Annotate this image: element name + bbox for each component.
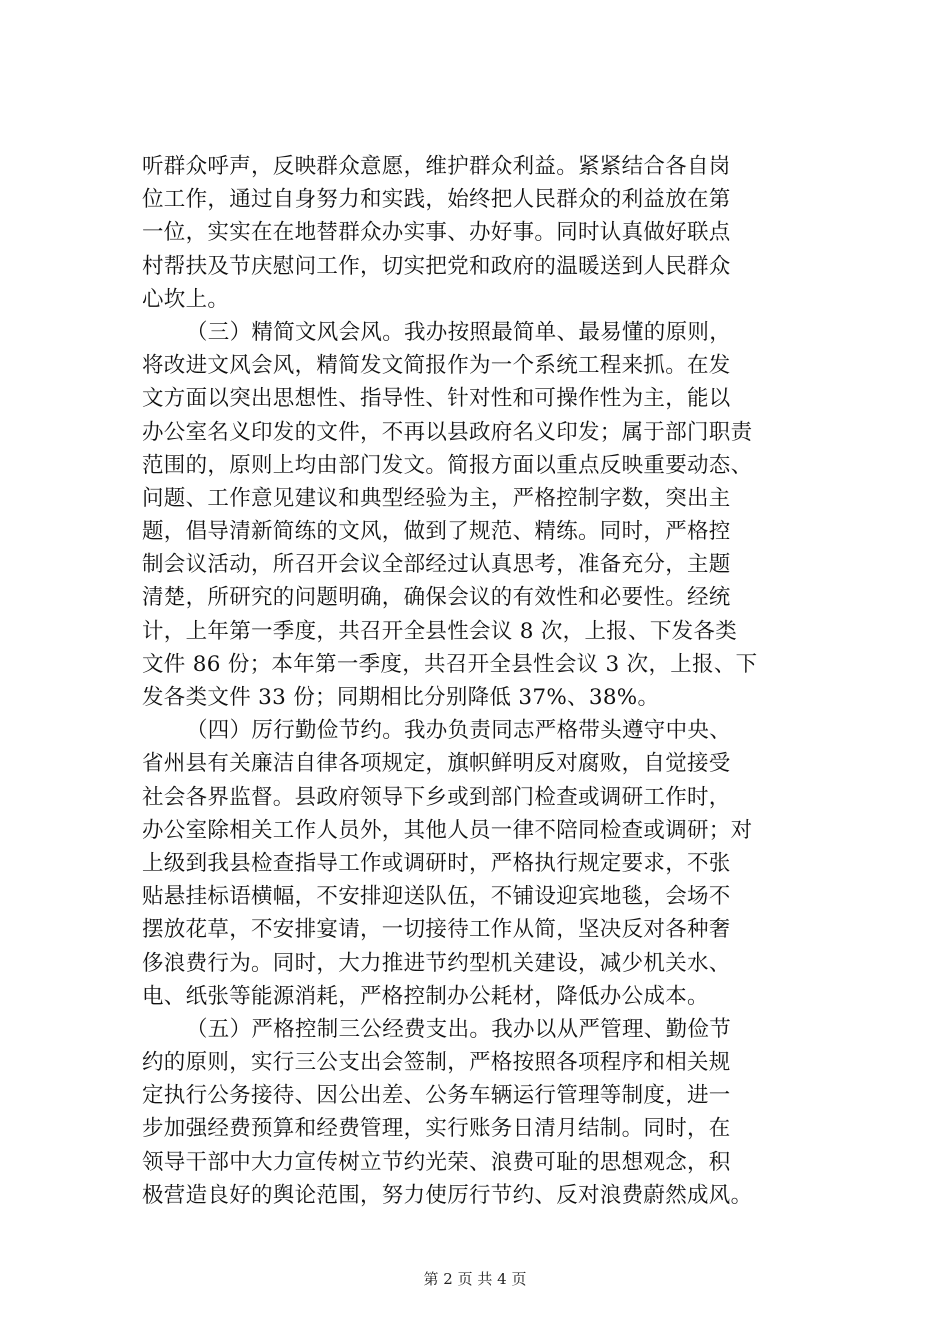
text-line: 发各类文件 33 份；同期相比分别降低 37%、38%。 — [142, 685, 660, 710]
text-line: 约的原则，实行三公支出会签制，严格按照各项程序和相关规 — [142, 1050, 731, 1076]
document-body — [142, 150, 830, 1212]
text-line: （四）厉行勤俭节约。我办负责同志严格带头遵守中央、 — [186, 718, 732, 744]
text-line: 心坎上。 — [142, 286, 230, 312]
text-line: 范围的，原则上均由部门发文。简报方面以重点反映重要动态、 — [142, 452, 753, 478]
text-line: 步加强经费预算和经费管理，实行账务日清月结制。同时，在 — [142, 1116, 731, 1142]
text-line: 社会各界监督。县政府领导下乡或到部门检查或调研工作时， — [142, 784, 731, 810]
page-footer: 第 2 页 共 4 页 — [423, 1270, 527, 1288]
text-line: 听群众呼声，反映群众意愿，维护群众利益。紧紧结合各自岗 — [142, 154, 731, 179]
text-line: 办公室除相关工作人员外，其他人员一律不陪同检查或调研；对 — [142, 817, 753, 843]
text-line: 上级到我县检查指导工作或调研时，严格执行规定要求，不张 — [142, 850, 731, 876]
text-line: 题，倡导清新简练的文风，做到了规范、精练。同时，严格控 — [142, 519, 731, 545]
text-line: 清楚，所研究的问题明确，确保会议的有效性和必要性。经统 — [142, 585, 731, 611]
text-line: 制会议活动，所召开会议全部经过认真思考，准备充分，主题 — [142, 552, 731, 578]
text-line: （五）严格控制三公经费支出。我办以从严管理、勤俭节 — [186, 1016, 732, 1042]
text-line: 电、纸张等能源消耗，严格控制办公耗材，降低办公成本。 — [142, 983, 709, 1009]
text-line: 位工作，通过自身努力和实践，始终把人民群众的利益放在第 — [142, 187, 731, 213]
text-line: 问题、工作意见建议和典型经验为主，严格控制字数，突出主 — [142, 485, 731, 511]
text-line: 办公室名义印发的文件，不再以县政府名义印发；属于部门职责 — [142, 419, 753, 445]
text-line: 贴悬挂标语横幅，不安排迎送队伍，不铺设迎宾地毯，会场不 — [142, 884, 731, 910]
text-line: 领导干部中大力宣传树立节约光荣、浪费可耻的思想观念，积 — [142, 1149, 731, 1175]
text-line: 文方面以突出思想性、指导性、针对性和可操作性为主，能以 — [142, 386, 731, 412]
text-line: 将改进文风会风，精简发文简报作为一个系统工程来抓。在发 — [142, 353, 731, 379]
text-line: 摆放花草，不安排宴请，一切接待工作从简，坚决反对各种奢 — [142, 917, 731, 943]
text-line: 一位，实实在在地替群众办实事、办好事。同时认真做好联点 — [142, 220, 731, 246]
text-line: 文件 86 份；本年第一季度，共召开全县性会议 3 次，上报、下 — [142, 651, 758, 677]
text-line: （三）精简文风会风。我办按照最简单、最易懂的原则， — [186, 319, 732, 345]
text-line: 侈浪费行为。同时，大力推进节约型机关建设，减少机关水、 — [142, 950, 731, 976]
text-line: 定执行公务接待、因公出差、公务车辆运行管理等制度，进一 — [142, 1083, 731, 1109]
text-line: 省州县有关廉洁自律各项规定，旗帜鲜明反对腐败，自觉接受 — [142, 751, 731, 777]
text-line: 计，上年第一季度，共召开全县性会议 8 次，上报、下发各类 — [142, 618, 738, 644]
text-line: 极营造良好的舆论范围，努力使厉行节约、反对浪费蔚然成风。 — [142, 1182, 753, 1208]
text-line: 村帮扶及节庆慰问工作，切实把党和政府的温暖送到人民群众 — [142, 253, 731, 279]
